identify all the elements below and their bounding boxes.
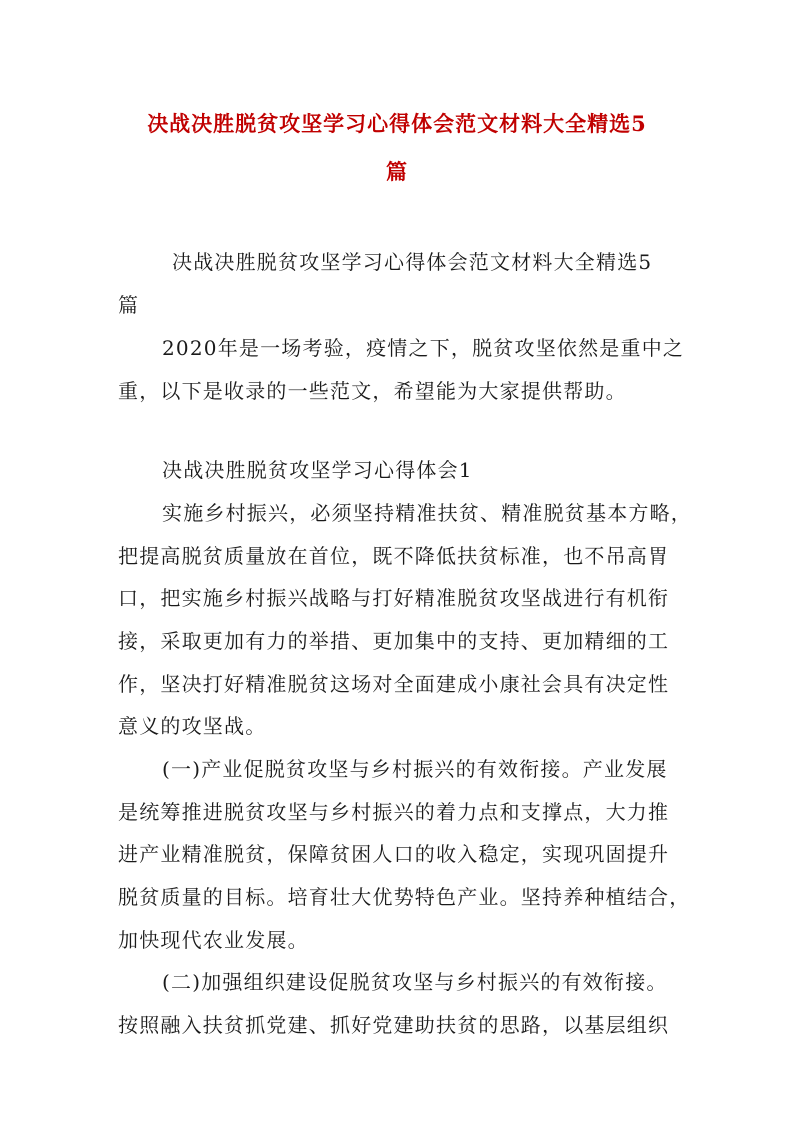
intro-line-1: 2020年是一场考验，疫情之下，脱贫攻坚依然是重中之 — [162, 336, 685, 360]
paragraph-line: 接，采取更加有力的举措、更加集中的支持、更加精细的工 — [118, 629, 670, 653]
paragraph-line: 意义的攻坚战。 — [118, 714, 267, 738]
section-heading: 决战决胜脱贫攻坚学习心得体会1 — [162, 458, 473, 482]
title-line-2: 篇 — [386, 159, 408, 184]
document-title — [110, 100, 684, 196]
paragraph-line: 实施乡村振兴，必须坚持精准扶贫、精准脱贫基本方略， — [162, 501, 692, 525]
paragraph-line: 口，把实施乡村振兴战略与打好精准脱贫攻坚战进行有机衔 — [118, 586, 670, 610]
paragraph-line: 是统筹推进脱贫攻坚与乡村振兴的着力点和支撑点，大力推 — [118, 800, 670, 824]
paragraph-line: 进产业精准脱贫，保障贫困人口的收入稳定，实现巩固提升 — [118, 842, 670, 866]
paragraph-line: 作，坚决打好精准脱贫这场对全面建成小康社会具有决定性 — [118, 672, 670, 696]
intro-line-2: 重，以下是收录的一些范文，希望能为大家提供帮助。 — [118, 379, 627, 403]
title-line-1: 决战决胜脱贫攻坚学习心得体会范文材料大全精选5 — [147, 111, 647, 136]
subtitle-line-2: 篇 — [118, 293, 140, 317]
paragraph-line: 把提高脱贫质量放在首位，既不降低扶贫标准，也不吊高胃 — [118, 544, 670, 568]
paragraph-line: (一)产业促脱贫攻坚与乡村振兴的有效衔接。产业发展 — [162, 757, 668, 781]
paragraph-line: 加快现代农业发展。 — [118, 928, 309, 952]
paragraph-line: 脱贫质量的目标。培育壮大优势特色产业。坚持养种植结合， — [118, 885, 691, 909]
paragraph-line: 按照融入扶贫抓党建、抓好党建助扶贫的思路，以基层组织 — [118, 1013, 670, 1037]
subtitle-line-1: 决战决胜脱贫攻坚学习心得体会范文材料大全精选5 — [172, 250, 653, 274]
paragraph-line: (二)加强组织建设促脱贫攻坚与乡村振兴的有效衔接。 — [162, 970, 668, 994]
